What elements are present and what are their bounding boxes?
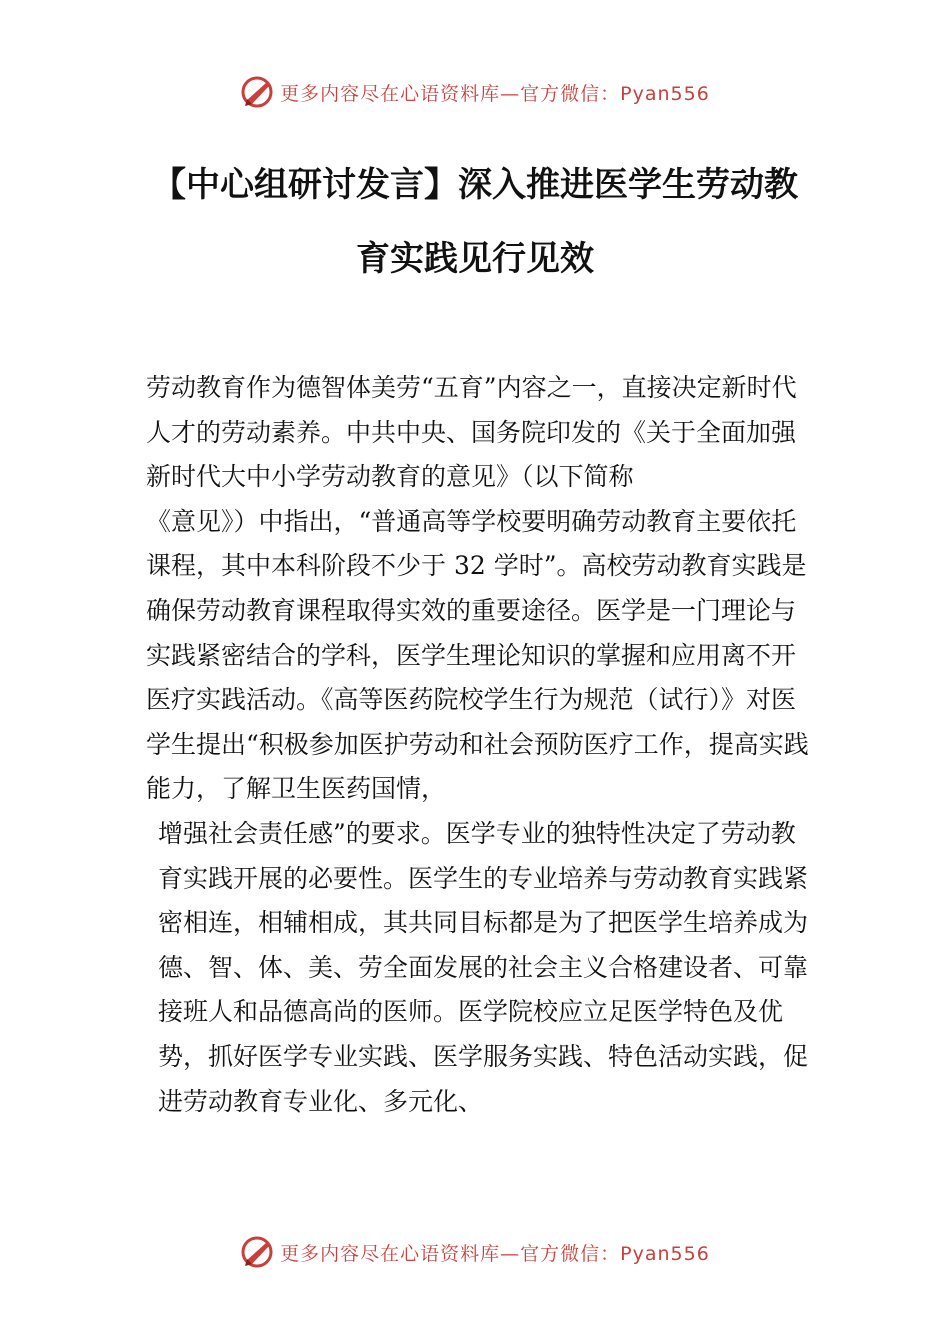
footer-banner <box>0 1230 950 1274</box>
article-body <box>146 366 811 1124</box>
paragraph-3: 增强社会责任感”的要求。医学专业的独特性决定了劳动教育实践开展的必要性。医学生的专业培养与劳动教育实践紧密相连，相辅相成，其共同目标都是为了把医学生培养成为德、智、体、美、劳全面发展的社会主义合格建设者、可靠接班人和品德高尚的医师。医学院校应立足医学特色及优势，抓好医学专业实践、医学服务实践、特色活动实践，促进劳动教育专业化、多元化、 <box>158 818 809 1116</box>
title-line-2: 育实践见行见效 <box>356 239 594 279</box>
header-banner <box>0 70 950 114</box>
paragraph-1: 劳动教育作为德智体美劳“五育”内容之一，直接决定新时代人才的劳动素养。中共中央、国务院印发的《关于全面加强新时代大中小学劳动教育的意见》（以下简称 <box>146 373 797 492</box>
header-wechat-handle: Pyan556 <box>620 82 710 105</box>
page-title <box>95 148 855 296</box>
paragraph-2: 《意见》）中指出，“普通高等学校要明确劳动教育主要依托课程，其中本科阶段不少于 32 学时”。高校劳动教育实践是确保劳动教育课程取得实效的重要途径。医学是一门理论与实践紧密结合的学科，医学生理论知识的掌握和应用离不开医疗实践活动。《高等医药院校学生行为规范（试行）》对医学生提出“积极参加医护劳动和社会预防医疗工作，提高实践能力，了解卫生医药国情， <box>146 506 809 804</box>
header-banner-text: 更多内容尽在心语资料库—官方微信：Pyan556 <box>280 82 710 105</box>
pen-nib-logo-icon <box>240 1235 274 1269</box>
pen-nib-logo-icon <box>240 75 274 109</box>
footer-banner-text: 更多内容尽在心语资料库—官方微信：Pyan556 <box>280 1242 710 1265</box>
footer-wechat-handle: Pyan556 <box>620 1242 710 1265</box>
title-line-1: 【中心组研讨发言】深入推进医学生劳动教 <box>152 165 798 205</box>
